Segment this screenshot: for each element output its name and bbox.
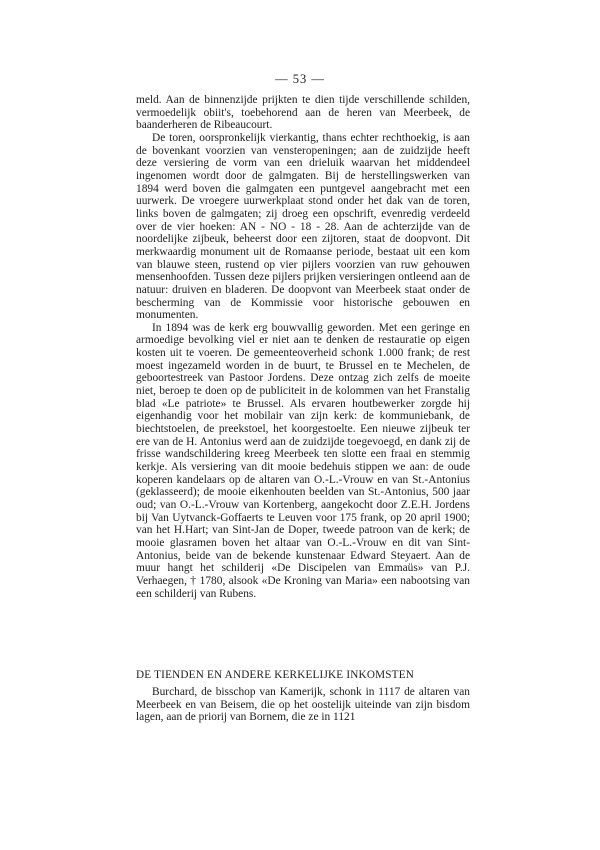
- paragraph-1: meld. Aan de binnenzijde prijkten te dien tijde verschillende schilden, vermoedelijk obiit's, toebehorend aan de heren van Meerbeek, de baanderheren de Ribeaucourt.: [136, 94, 470, 132]
- section-heading: DE TIENDEN EN ANDERE KERKELIJKE INKOMSTEN: [136, 669, 415, 681]
- section-body: [136, 686, 470, 724]
- page-number: — 53 —: [275, 72, 325, 86]
- paragraph-2: De toren, oorspronkelijk vierkantig, thans echter rechthoekig, is aan de bovenkant voorzien van vensteropeningen; aan de zuidzijde heeft deze versiering de vorm van een drieluik waarvan het middendeel ingenomen wordt door de galmgaten. Bij de herstellingswerken van 1894 werd boven die galmgaten een puntgevel aangebracht met een uurwerk. De vroegere uurwerkplaat stond onder het dak van de toren, links boven de galmgaten; zij droeg een opschrift, evenredig verdeeld over de vier hoeken: AN - NO - 18 - 28. Aan de achterzijde van de noordelijke zijbeuk, beheerst door een zijtoren, staat de doopvont. Dit merkwaardig monument uit de Romaanse periode, bestaat uit een kom van blauwe steen, rustend op vier pijlers voorzien van ruw gehouwen mensenhoofden. Tussen deze pijlers prijken versieringen ontleend aan de natuur: druiven en bladeren. De doopvont van Meerbeek staat onder de bescherming van de Kommissie voor historische gebouwen en monumenten.: [136, 131, 470, 322]
- body-text: [136, 94, 470, 600]
- paragraph-3: In 1894 was de kerk erg bouwvallig geworden. Met een geringe en armoedige bevolking viel er niet aan te denken de restauratie op eigen kosten uit te voeren. De gemeenteoverheid schonk 1.000 frank; de rest moest ingezameld worden in de buurt, te Brussel en te Mechelen, de geboortestreek van Pastoor Jordens. Deze ontzag zich zelfs de moeite niet, beroep te doen op de publiciteit in de kolommen van het Franstalig blad «Le patriote» te Brussel. Als ervaren houtbewerker zorgde hij eigenhandig voor het mobilair van zijn kerk: de kommuniebank, de biechtstoelen, de preekstoel, het koorgestoelte. Een nieuwe zijbeuk ter ere van de H. Antonius werd aan de zuidzijde toegevoegd, en dank zij de frisse wandschildering kreeg Meerbeek ten slotte een fraai en stemmig kerkje. Als versiering van dit mooie bedehuis stippen we aan: de oude koperen kandelaars op de altaren van O.-L.-Vrouw en van St.-Antonius (geklasseerd); de mooie eikenhouten beelden van St.-Antonius, 500 jaar oud; van O.-L.-Vrouw van Kortenberg, aangekocht door Z.E.H. Jordens bij Van Uytvanck-Goffaerts te Leuven voor 175 frank, op 20 april 1900; van het H.Hart; van Sint-Jan de Doper, tweede patroon van de kerk; de mooie glasramen boven het altaar van O.-L.-Vrouw en dit van Sint-Antonius, beide van de bekende kunstenaar Edward Steyaert. Aan de muur hangt het schilderij «De Discipelen van Emmaüs» van P.J. Verhaegen, † 1780, alsook «De Kroning van Maria» een nabootsing van een schilderij van Rubens.: [136, 321, 470, 600]
- section-paragraph: Burchard, de bisschop van Kamerijk, schonk in 1117 de altaren van Meerbeek en van Beisem, die op het oostelijk uiteinde van zijn bisdom lagen, aan de priorij van Bornem, die ze in 1121: [136, 686, 470, 724]
